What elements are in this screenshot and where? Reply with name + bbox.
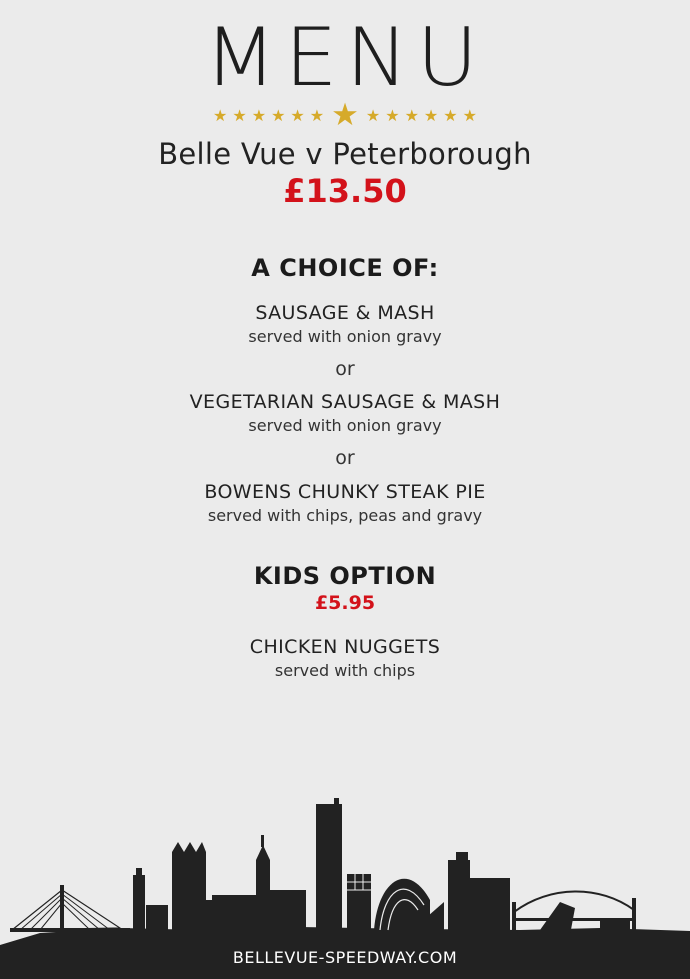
menu-item-description: served with onion gravy	[248, 416, 442, 435]
star-icon: ★	[213, 105, 228, 125]
or-separator: or	[335, 358, 355, 380]
menu-item-name: VEGETARIAN SAUSAGE & MASH	[189, 391, 501, 413]
kids-price: £5.95	[314, 592, 376, 614]
large-star-icon: ★	[331, 97, 359, 133]
menu-item-name: BOWENS CHUNKY STEAK PIE	[204, 481, 486, 503]
star-icon: ★	[232, 105, 247, 125]
kids-item-name: CHICKEN NUGGETS	[249, 636, 441, 658]
star-icon: ★	[251, 105, 267, 125]
kids-item-description: served with chips	[274, 661, 416, 680]
star-icon: ★	[290, 105, 305, 125]
star-icon: ★	[385, 105, 400, 125]
or-separator: or	[335, 447, 355, 469]
kids-heading: KIDS OPTION	[253, 562, 437, 590]
star-icon: ★	[423, 105, 439, 125]
menu-item-name: SAUSAGE & MASH	[255, 302, 435, 324]
menu-title: MENU	[204, 9, 486, 105]
star-icon: ★	[404, 105, 419, 125]
fixture-title: Belle Vue v Peterborough	[158, 137, 532, 171]
star-icon: ★	[271, 105, 286, 125]
website-link[interactable]: BELLEVUE-SPEEDWAY.COM	[232, 948, 458, 967]
choice-heading: A CHOICE OF:	[251, 254, 439, 282]
star-icon: ★	[365, 105, 381, 125]
menu-item-description: served with chips, peas and gravy	[207, 506, 483, 525]
menu-item-description: served with onion gravy	[248, 327, 442, 346]
star-icon: ★	[462, 105, 477, 125]
star-icon: ★	[443, 105, 458, 125]
main-price: £13.50	[283, 172, 407, 210]
star-divider	[0, 97, 690, 133]
star-icon: ★	[309, 105, 325, 125]
